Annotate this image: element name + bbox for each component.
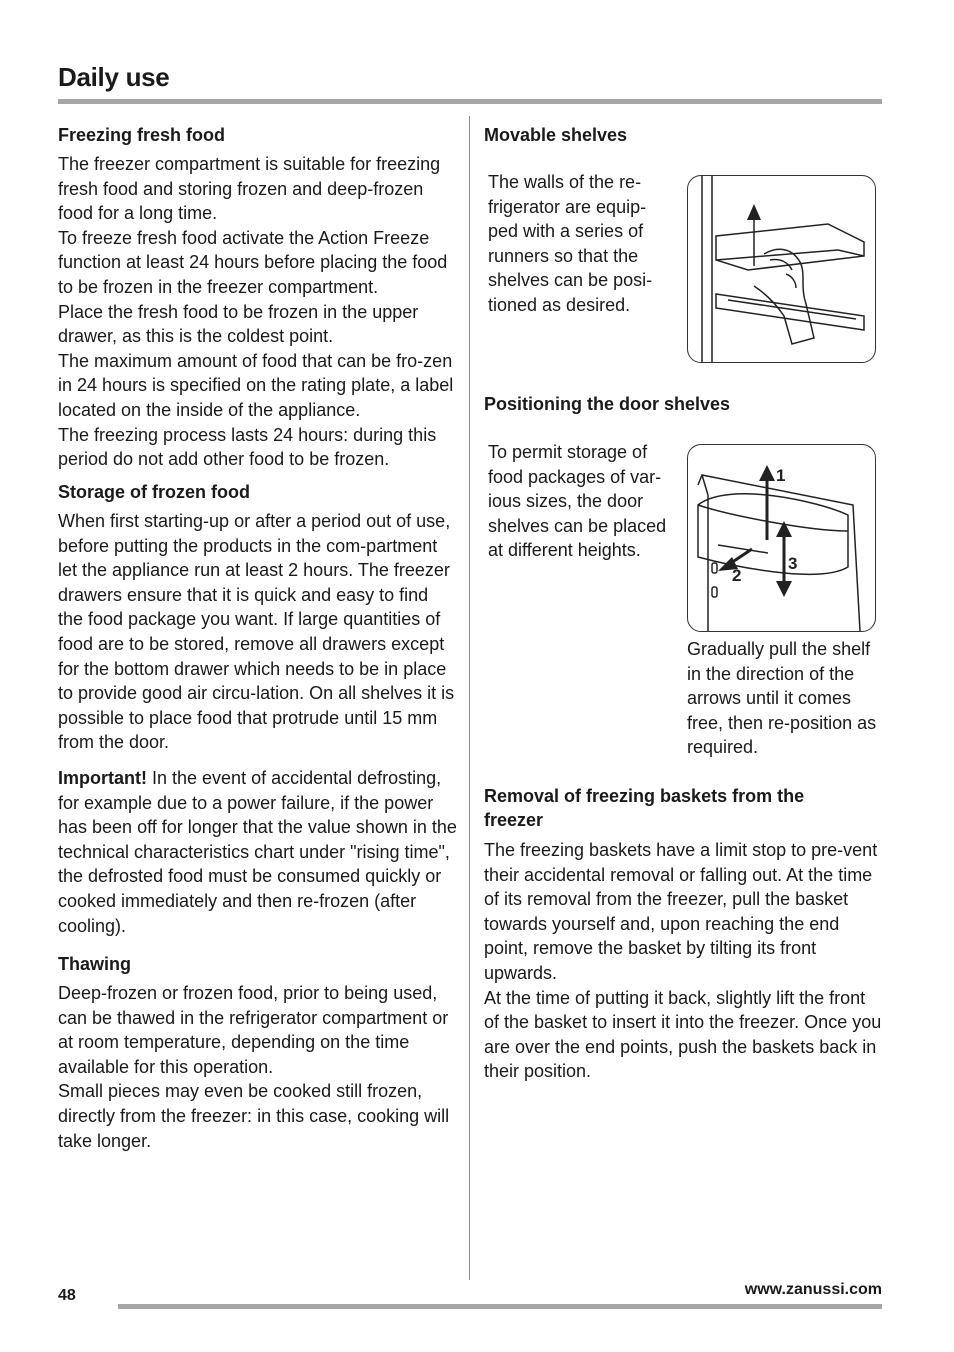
thawing-paragraph: Small pieces may even be cooked still frozen, directly from the freezer: in this case, cooking will take longer.: [58, 1081, 450, 1151]
footer-rule: [118, 1304, 882, 1309]
movable-shelves-text: The walls of the re-frigerator are equip-ped with a series of runners so that the shelves can be posi-tioned as desired.: [488, 172, 653, 315]
storage-paragraph: When first starting-up or after a period out of use, before putting the products in the com-partment let the appliance run at least 2 hours. The freezer drawers ensure that it is quick and easy to find the food package you want. If large quantities of food are to be stored, remove all drawers except for the bottom drawer which needs to be in place to provide good air circu-lation. On all shelves it is possible to place food that protrude until 15 mm from the door.: [58, 511, 455, 753]
door-shelf-drawing: [688, 445, 875, 631]
freezing-paragraph: To freeze fresh food activate the Action Freeze function at least 24 hours before placing the food to be frozen in the freezer compartment.: [58, 227, 448, 297]
arrow-label-1: 1: [776, 466, 786, 485]
shelf-runner-drawing: [688, 176, 875, 362]
door-shelves-caption: Gradually pull the shelf in the direction of the arrows until it comes free, then re-position as required.: [687, 639, 877, 758]
removal-heading-line: freezer: [484, 810, 544, 830]
movable-shelves-heading: Movable shelves: [484, 125, 628, 145]
freezing-paragraph: The freezing process lasts 24 hours: during this period do not add other food to be frozen.: [58, 424, 437, 470]
important-label: Important!: [58, 768, 147, 788]
movable-shelves-text-block: [488, 170, 664, 318]
movable-shelves-illustration: [687, 175, 876, 363]
door-shelves-caption-block: [687, 637, 882, 760]
storage-section: [58, 509, 458, 755]
freezing-heading: Freezing fresh food: [58, 125, 226, 145]
freezing-paragraph: The freezer compartment is suitable for freezing fresh food and storing frozen and deep-frozen food for a long time.: [58, 154, 441, 224]
door-shelves-text-block: [488, 440, 674, 563]
removal-paragraph: At the time of putting it back, slightly lift the front of the basket to insert it into the freezer. Once you are over the end points, push the baskets back in their position.: [484, 987, 882, 1082]
door-shelves-illustration: [687, 444, 876, 632]
removal-paragraph: The freezing baskets have a limit stop to pre-vent their accidental removal or falling out. At the time of its removal from the freezer, pull the basket towards yourself and, upon reaching the end point, remove the basket by tilting its front upwards.: [484, 840, 878, 983]
door-shelves-text: To permit storage of food packages of var-ious sizes, the door shelves can be placed at different heights.: [488, 442, 667, 561]
website-link[interactable]: www.zanussi.com: [744, 1281, 882, 1298]
thawing-heading: Thawing: [58, 954, 131, 974]
removal-heading-line: Removal of freezing baskets from the: [484, 786, 805, 806]
freezing-paragraph: Place the fresh food to be frozen in the upper drawer, as this is the coldest point.: [58, 301, 419, 347]
freezing-section: [58, 152, 458, 472]
thawing-paragraph: Deep-frozen or frozen food, prior to being used, can be thawed in the refrigerator compartment or at room temperature, depending on the time available for this operation.: [58, 983, 449, 1077]
title-rule: [58, 99, 882, 104]
page-number: 48: [58, 1287, 76, 1304]
removal-heading: [484, 784, 882, 832]
storage-heading: Storage of frozen food: [58, 482, 250, 502]
arrow-label-3: 3: [788, 554, 798, 573]
column-divider: [469, 116, 470, 1280]
important-note: [58, 766, 458, 938]
important-text: In the event of accidental defrosting, for example due to a power failure, if the power has been off for longer that the value shown in the technical characteristics chart under "rising time", the defrosted food must be consumed quickly or cooked immediately and then re-frozen (after cooling).: [58, 768, 457, 936]
thawing-section: [58, 981, 458, 1153]
page-title: Daily use: [58, 62, 170, 92]
door-shelves-heading: Positioning the door shelves: [484, 394, 731, 414]
freezing-paragraph: The maximum amount of food that can be fro-zen in 24 hours is specified on the rating plate, a label located on the inside of the appliance.: [58, 350, 454, 420]
removal-section: [484, 838, 882, 1084]
arrow-label-2: 2: [732, 566, 742, 585]
